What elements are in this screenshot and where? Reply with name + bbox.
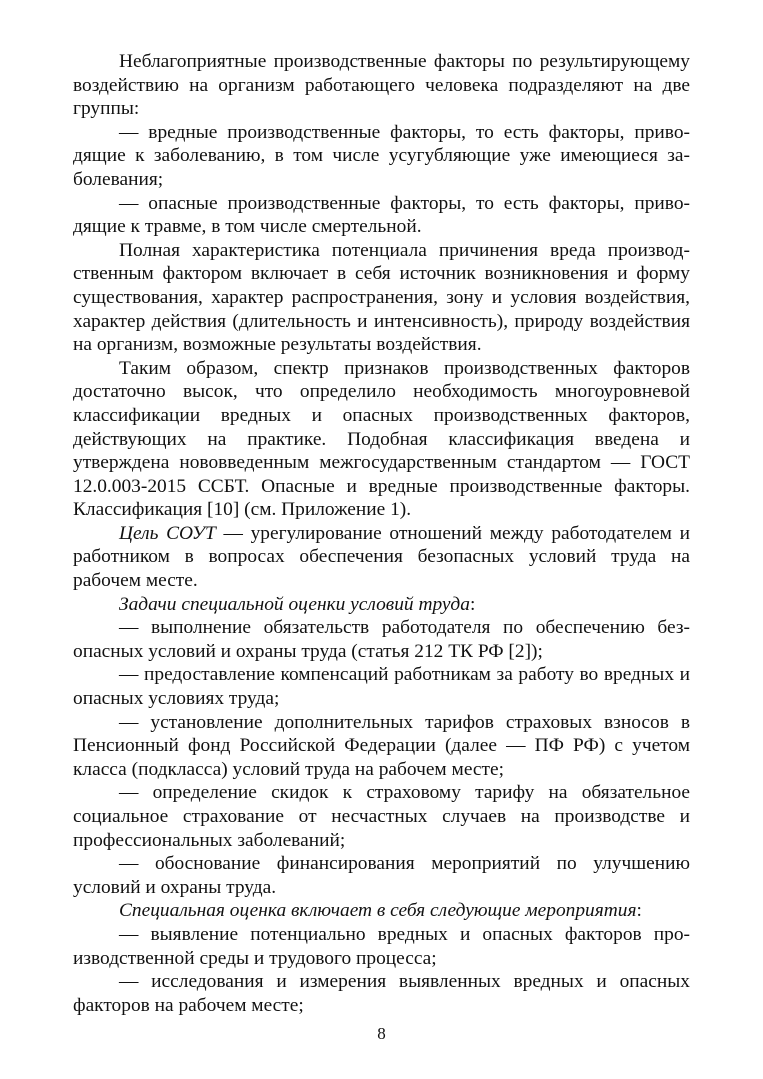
list-item-pension-tariffs: — установление дополнительных тарифов страховых взносов в Пенсионный фонд Российской Федерации (далее — ПФ РФ) с учетом класса (подкласса) условий труда на рабочем месте; <box>73 711 690 780</box>
tasks-heading-term: Задачи специальной оценки условий труда <box>119 593 470 615</box>
list-item-financing-justification: — обоснование финансирования мероприятий по улучшению условий и охраны труда. <box>73 853 690 898</box>
measures-heading-term: Специальная оценка включает в себя следующие мероприятия <box>119 900 637 922</box>
page-number: 8 <box>377 1024 386 1043</box>
paragraph-full-characteristic: Полная характеристика потенциала причинения вреда производственным фактором включает в себя источник возникновения и форму существования, характер распространения, зону и условия воздействия, характер действия (длительность и интенсивность), природу воздействия на организм, возможные результаты воздействия. <box>73 239 690 356</box>
list-item-identification: — выявление потенциально вредных и опасных факторов производственной среды и трудового процесса; <box>73 923 690 969</box>
sout-goal-term: Цель СОУТ <box>119 522 216 544</box>
paragraph-sout-goal <box>73 522 690 593</box>
sout-goal-text: — урегулирование отношений между работодателем и работником в вопросах обеспечения безопасных условий труда на рабочем месте. <box>73 522 690 592</box>
list-item-measurements: — исследования и измерения выявленных вредных и опасных факторов на рабочем месте; <box>73 971 690 1016</box>
paragraph-tasks-heading <box>73 593 690 617</box>
list-item-harmful-factors: — вредные производственные факторы, то есть факторы, приводящие к заболеванию, в том числе усугубляющие уже имеющиеся заболевания; <box>73 121 690 190</box>
paragraph-measures-heading <box>73 899 690 923</box>
tasks-heading-colon: : <box>469 593 476 615</box>
page-body <box>73 50 690 1017</box>
list-item-insurance-discounts: — определение скидок к страховому тарифу на обязательное социальное страхование от несчастных случаев на производстве и профессиональных заболеваний; <box>73 782 690 851</box>
measures-heading-colon: : <box>636 900 642 922</box>
list-item-compensations: — предоставление компенсаций работникам за работу во вредных и опасных условиях труда; <box>73 664 690 710</box>
list-item-employer-obligations: — выполнение обязательств работодателя по обеспечению безопасных условий и охраны труда (статья 212 ТК РФ [2]); <box>73 617 690 662</box>
paragraph-adverse-factors-intro: Неблагоприятные производственные факторы по результирующему воздействию на организм работающего человека подразделяют на две группы: <box>73 51 690 120</box>
list-item-dangerous-factors: — опасные производственные факторы, то есть факторы, приводящие к травме, в том числе смертельной. <box>73 192 690 238</box>
paragraph-classification: Таким образом, спектр признаков производственных факторов достаточно высок, что определило необходимость многоуровневой классификации вредных и опасных производственных факторов, действующих на практике. Подобная классификация введена и утверждена нововведенным межгосударственным стандартом — ГОСТ 12.0.003-2015 ССБТ. Опасные и вредные производственные факторы. Классификация [10] (см. Приложение 1). <box>73 357 690 521</box>
